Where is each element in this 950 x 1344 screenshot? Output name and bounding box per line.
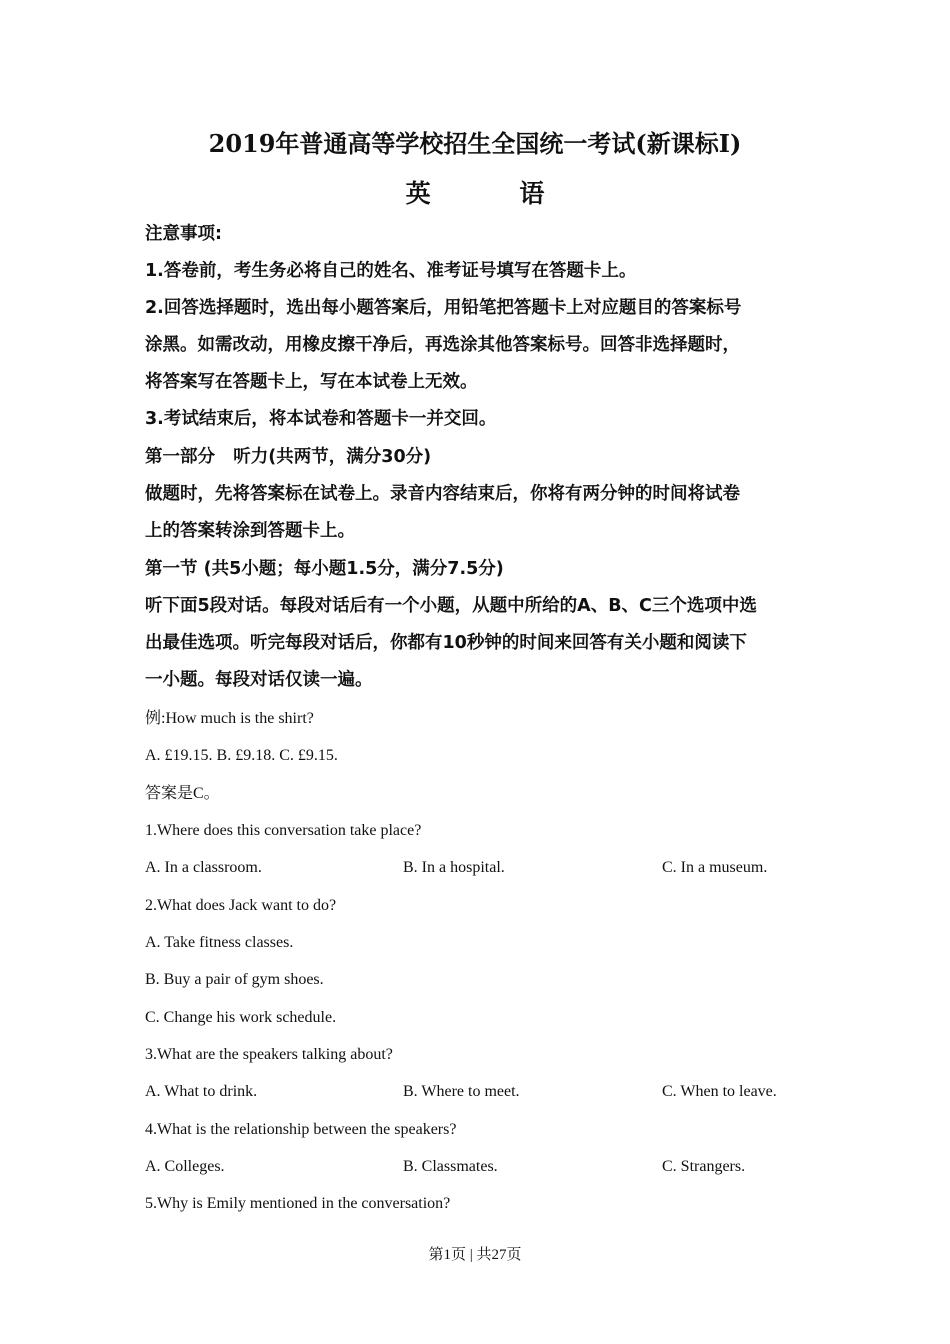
section1-heading: 第一节 (共5小题；每小题1.5分，满分7.5分) bbox=[145, 559, 504, 579]
exam-subject: 英 语 bbox=[405, 179, 585, 208]
question-2-option-a: A. Take fitness classes. bbox=[145, 934, 294, 951]
instruction-item-2-line-2: 涂黑。如需改动，用橡皮擦干净后，再选涂其他答案标号。回答非选择题时， bbox=[145, 335, 740, 355]
option-b: B. In a hospital. bbox=[403, 859, 505, 876]
exam-title: 2019年普通高等学校招生全国统一考试(新课标I) bbox=[208, 129, 742, 158]
example-question: 例:How much is the shirt? bbox=[145, 710, 314, 727]
part1-intro-line-2: 上的答案转涂到答题卡上。 bbox=[145, 521, 355, 541]
instruction-item-2-line-1: 2.回答选择题时，选出每小题答案后，用铅笔把答题卡上对应题目的答案标号 bbox=[145, 298, 742, 318]
option-c: C. When to leave. bbox=[662, 1083, 777, 1100]
option-a: A. What to drink. bbox=[145, 1083, 258, 1100]
question-5: 5.Why is Emily mentioned in the conversation? bbox=[145, 1195, 451, 1212]
instructions-heading: 注意事项: bbox=[145, 224, 222, 244]
question-2-option-c: C. Change his work schedule. bbox=[145, 1009, 337, 1026]
question-1-options bbox=[145, 858, 825, 878]
page-footer: 第1页 | 共27页 bbox=[428, 1247, 522, 1263]
question-4: 4.What is the relationship between the speakers? bbox=[145, 1121, 457, 1138]
question-1: 1.Where does this conversation take place? bbox=[145, 822, 422, 839]
question-3-options bbox=[145, 1082, 825, 1102]
option-a: A. In a classroom. bbox=[145, 859, 262, 876]
option-b: B. Where to meet. bbox=[403, 1083, 520, 1100]
instruction-item-1: 1.答卷前，考生务必将自己的姓名、准考证号填写在答题卡上。 bbox=[145, 261, 637, 281]
question-2-option-b: B. Buy a pair of gym shoes. bbox=[145, 971, 324, 988]
question-3: 3.What are the speakers talking about? bbox=[145, 1046, 393, 1063]
option-c: C. Strangers. bbox=[662, 1158, 746, 1175]
example-answer: 答案是C。 bbox=[145, 785, 220, 802]
option-a: A. Colleges. bbox=[145, 1158, 225, 1175]
part1-intro-line-1: 做题时，先将答案标在试卷上。录音内容结束后，你将有两分钟的时间将试卷 bbox=[145, 484, 740, 504]
section1-intro-line-2: 出最佳选项。听完每段对话后，你都有10秒钟的时间来回答有关小题和阅读下 bbox=[145, 633, 747, 653]
option-c: C. In a museum. bbox=[662, 859, 768, 876]
instruction-item-3: 3.考试结束后，将本试卷和答题卡一并交回。 bbox=[145, 409, 497, 429]
section1-intro-line-1: 听下面5段对话。每段对话后有一个小题，从题中所给的A、B、C三个选项中选 bbox=[145, 596, 757, 616]
option-b: B. Classmates. bbox=[403, 1158, 498, 1175]
part1-heading: 第一部分 听力(共两节，满分30分) bbox=[145, 447, 432, 467]
section1-intro-line-3: 一小题。每段对话仅读一遍。 bbox=[145, 670, 373, 690]
question-2: 2.What does Jack want to do? bbox=[145, 897, 337, 914]
instruction-item-2-line-3: 将答案写在答题卡上，写在本试卷上无效。 bbox=[145, 372, 478, 392]
question-4-options bbox=[145, 1157, 825, 1177]
example-options: A. £19.15. B. £9.18. C. £9.15. bbox=[145, 747, 338, 764]
